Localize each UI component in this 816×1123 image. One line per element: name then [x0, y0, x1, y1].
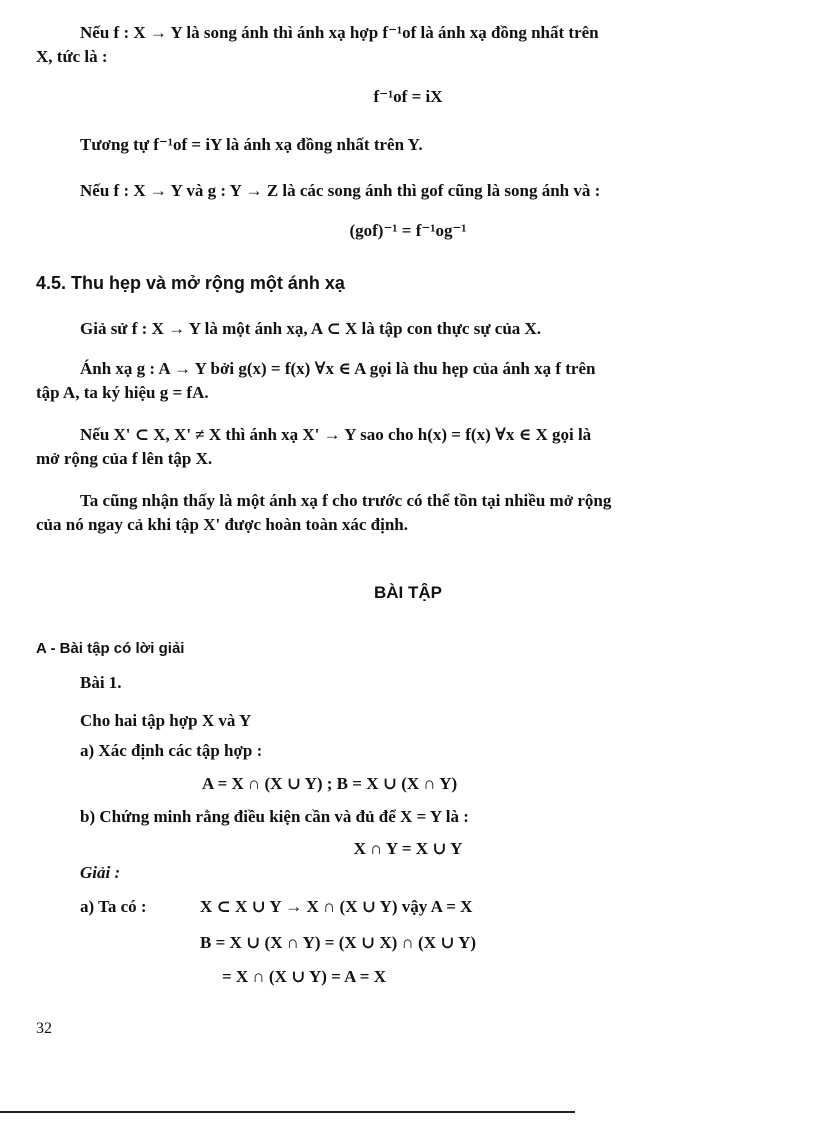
text-line: Cho hai tập hợp X và Y — [80, 711, 252, 730]
solution-label: Giải : — [80, 863, 121, 882]
text-line: tập A, ta ký hiệu g = fA. — [36, 383, 209, 402]
exercise-heading: BÀI TẬP — [374, 583, 442, 602]
text-line: mở rộng của f lên tập X. — [36, 449, 213, 468]
text-line: a) Ta có : — [80, 897, 147, 916]
formula-line: = X ∩ (X ∪ Y) = A = X — [222, 967, 386, 986]
subsection-heading: A - Bài tập có lời giải — [36, 640, 185, 657]
text-line: Nếu f : X → Y và g : Y → Z là các song ánh thì gof cũng là song ánh và : — [80, 181, 601, 200]
text-line: Ánh xạ g : A → Y bởi g(x) = f(x) ∀x ∈ A gọi là thu hẹp của ánh xạ f trên — [80, 359, 596, 378]
text-line: Nếu X' ⊂ X, X' ≠ X thì ánh xạ X' → Y sao cho h(x) = f(x) ∀x ∈ X gọi là — [80, 425, 592, 444]
formula-line: X ⊂ X ∪ Y → X ∩ (X ∪ Y) vậy A = X — [200, 897, 473, 916]
text-line: Nếu f : X → Y là song ánh thì ánh xạ hợp f⁻¹of là ánh xạ đồng nhất trên — [80, 23, 599, 42]
text-line: của nó ngay cả khi tập X' được hoàn toàn xác định. — [36, 515, 408, 534]
exercise-title: Bài 1. — [80, 673, 122, 692]
text-line: b) Chứng minh rằng điều kiện cần và đủ để X = Y là : — [80, 807, 469, 826]
formula-line: A = X ∩ (X ∪ Y) ; B = X ∪ (X ∩ Y) — [202, 774, 458, 793]
bottom-rule — [0, 1111, 575, 1113]
page-number: 32 — [36, 1020, 52, 1037]
text-line: a) Xác định các tập hợp : — [80, 741, 263, 760]
formula-identity: f⁻¹of = iX — [373, 87, 443, 106]
text-line: Tương tự f⁻¹of = iY là ánh xạ đồng nhất trên Y. — [80, 135, 423, 154]
text-line: Ta cũng nhận thấy là một ánh xạ f cho trước có thể tồn tại nhiều mở rộng — [80, 491, 612, 510]
formula-line: B = X ∪ (X ∩ Y) = (X ∪ X) ∩ (X ∪ Y) — [200, 933, 477, 952]
text-line: X, tức là : — [36, 47, 108, 66]
formula-line: X ∩ Y = X ∪ Y — [353, 839, 463, 858]
text-line: Giả sử f : X → Y là một ánh xạ, A ⊂ X là tập con thực sự của X. — [80, 319, 542, 338]
section-heading: 4.5. Thu hẹp và mở rộng một ánh xạ — [36, 273, 345, 293]
formula-inverse: (gof)⁻¹ = f⁻¹og⁻¹ — [349, 221, 467, 240]
